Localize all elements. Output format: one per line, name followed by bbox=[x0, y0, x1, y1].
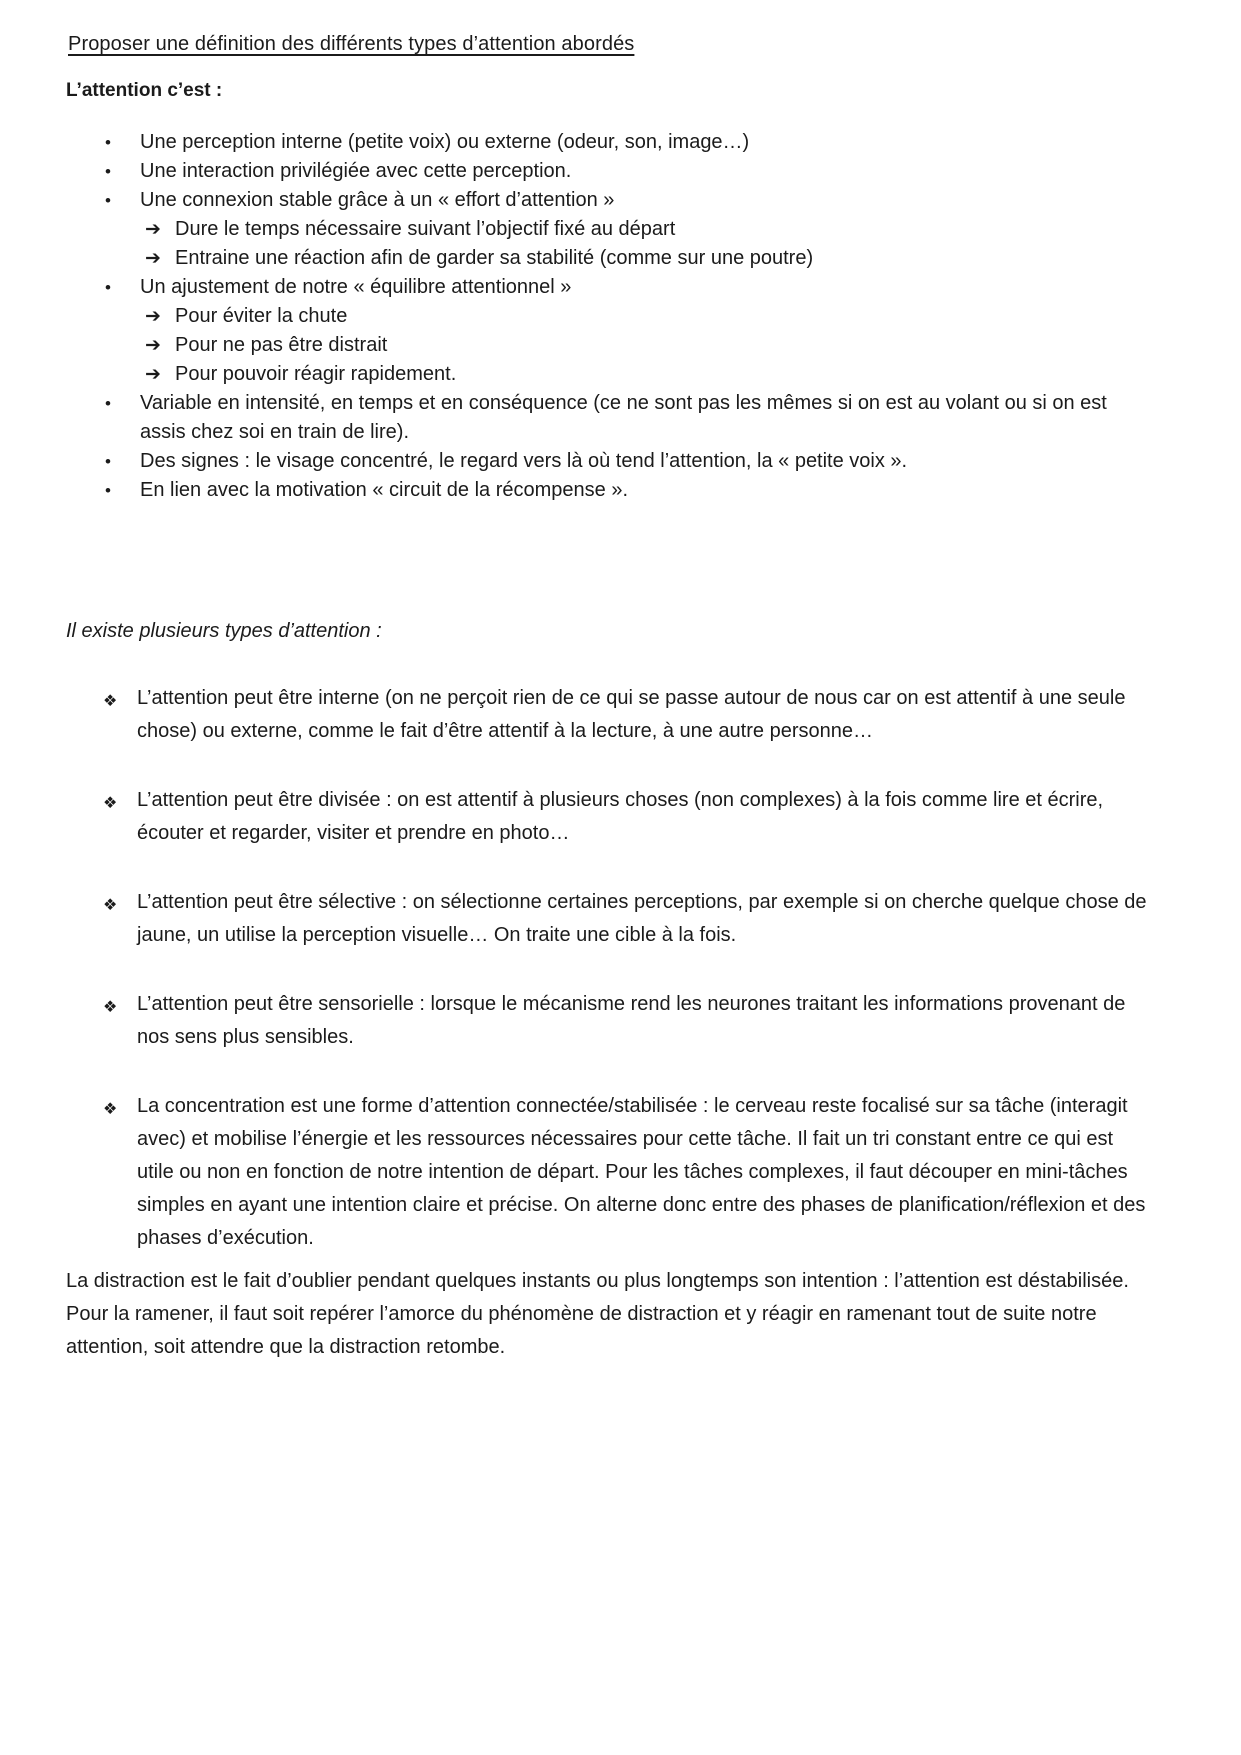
arrow-sub-item bbox=[66, 302, 1155, 331]
arrow-sub-item-text: Pour pouvoir réagir rapidement. bbox=[175, 363, 457, 385]
type-item bbox=[66, 1090, 1155, 1255]
bullet-icon: • bbox=[105, 278, 111, 297]
type-item-text: L’attention peut être divisée : on est attentif à plusieurs choses (non complexes) à la fois comme lire et écrire, écouter et regarder, visiter et prendre en photo… bbox=[137, 789, 1104, 844]
bullet-item bbox=[66, 447, 1155, 476]
bullet-item bbox=[66, 273, 1155, 302]
bullet-item bbox=[66, 128, 1155, 157]
type-item bbox=[66, 988, 1155, 1054]
arrow-sub-item bbox=[66, 331, 1155, 360]
bullet-item bbox=[66, 186, 1155, 215]
bullet-icon: • bbox=[105, 191, 111, 210]
bullet-icon: • bbox=[105, 394, 111, 413]
diamond-bullet-icon: ❖ bbox=[103, 795, 118, 812]
arrow-icon: ➔ bbox=[145, 364, 161, 385]
arrow-sub-item bbox=[66, 360, 1155, 389]
bullet-icon: • bbox=[105, 162, 111, 181]
bullet-icon: • bbox=[105, 481, 111, 500]
bullet-item-text: Un ajustement de notre « équilibre attentionnel » bbox=[140, 276, 572, 298]
arrow-icon: ➔ bbox=[145, 306, 161, 327]
bullet-item-text: Une perception interne (petite voix) ou externe (odeur, son, image…) bbox=[140, 131, 750, 153]
arrow-sub-item-text: Pour ne pas être distrait bbox=[175, 334, 388, 356]
bullet-item bbox=[66, 389, 1155, 447]
arrow-sub-item-text: Dure le temps nécessaire suivant l’objectif fixé au départ bbox=[175, 218, 676, 240]
type-item-text: L’attention peut être interne (on ne perçoit rien de ce qui se passe autour de nous car on est attentif à une seule chose) ou externe, comme le fait d’être attentif à la lecture, à une autre personne… bbox=[137, 687, 1126, 742]
arrow-icon: ➔ bbox=[145, 248, 161, 269]
arrow-sub-item-text: Pour éviter la chute bbox=[175, 305, 348, 327]
type-item-text: La concentration est une forme d’attention connectée/stabilisée : le cerveau reste focalisé sur sa tâche (interagit avec) et mobilise l’énergie et les ressources nécessaires pour cette tâche. Il fait un tri constant entre ce qui est utile ou non en fonction de notre intention de départ. Pour les tâches complexes, il faut découper en mini-tâches simples en ayant une intention claire et précise. On alterne donc entre des phases de planification/réflexion et des phases d’exécution. bbox=[137, 1095, 1146, 1249]
closing-paragraph: La distraction est le fait d’oublier pendant quelques instants ou plus longtemps son intention : l’attention est déstabilisée. Pour la ramener, il faut soit repérer l’amorce du phénomène de distraction et y réagir en ramenant tout de suite notre attention, soit attendre que la distraction retombe. bbox=[66, 1270, 1129, 1358]
type-item bbox=[66, 682, 1155, 748]
page-title: Proposer une définition des différents types d’attention abordés bbox=[68, 33, 635, 55]
bullet-item-text: Des signes : le visage concentré, le regard vers là où tend l’attention, la « petite voix ». bbox=[140, 450, 908, 472]
type-item-text: L’attention peut être sélective : on sélectionne certaines perceptions, par exemple si on cherche quelque chose de jaune, un utilise la perception visuelle… On traite une cible à la fois. bbox=[137, 891, 1147, 946]
arrow-sub-item-text: Entraine une réaction afin de garder sa stabilité (comme sur une poutre) bbox=[175, 247, 814, 269]
bullet-item-text: Une interaction privilégiée avec cette perception. bbox=[140, 160, 572, 182]
section-heading-attention: L’attention c’est : bbox=[66, 80, 223, 101]
diamond-bullet-icon: ❖ bbox=[103, 897, 118, 914]
types-list bbox=[66, 682, 1155, 1255]
diamond-bullet-icon: ❖ bbox=[103, 999, 118, 1016]
diamond-bullet-icon: ❖ bbox=[103, 1101, 118, 1118]
types-heading: Il existe plusieurs types d’attention : bbox=[66, 620, 382, 642]
type-item bbox=[66, 886, 1155, 952]
bullet-icon: • bbox=[105, 133, 111, 152]
arrow-sub-item bbox=[66, 244, 1155, 273]
diamond-bullet-icon: ❖ bbox=[103, 693, 118, 710]
bullet-item-text: En lien avec la motivation « circuit de la récompense ». bbox=[140, 479, 629, 501]
bullet-item bbox=[66, 476, 1155, 505]
arrow-icon: ➔ bbox=[145, 219, 161, 240]
bullet-icon: • bbox=[105, 452, 111, 471]
bullet-item bbox=[66, 157, 1155, 186]
arrow-icon: ➔ bbox=[145, 335, 161, 356]
type-item bbox=[66, 784, 1155, 850]
arrow-sub-item bbox=[66, 215, 1155, 244]
bullet-item-text: Une connexion stable grâce à un « effort d’attention » bbox=[140, 189, 615, 211]
bullet-item-text: Variable en intensité, en temps et en conséquence (ce ne sont pas les mêmes si on est au volant ou si on est assis chez soi en train de lire). bbox=[140, 392, 1107, 443]
bullet-list bbox=[66, 128, 1155, 505]
type-item-text: L’attention peut être sensorielle : lorsque le mécanisme rend les neurones traitant les informations provenant de nos sens plus sensibles. bbox=[137, 993, 1126, 1048]
